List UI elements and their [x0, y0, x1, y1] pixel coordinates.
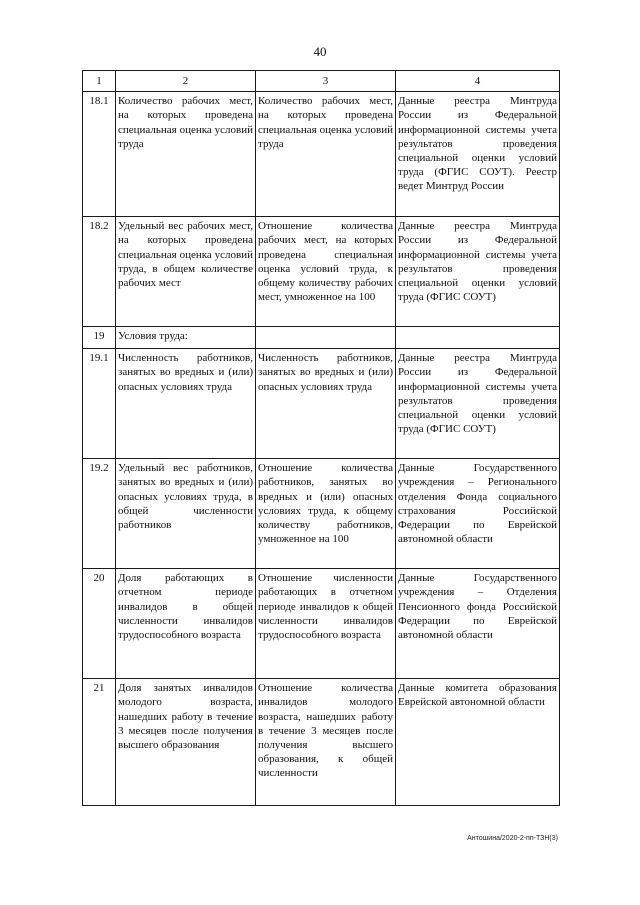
source-cell: Данные реестра Минтруда России из Федеральной информационной системы учета результатов проведения специальной оценки условий труда (ФГИС СОУТ). Реестр ведет Минтруд России	[396, 92, 560, 217]
source-cell	[396, 327, 560, 349]
table-header-row	[83, 71, 560, 92]
method-cell: Отношение численности работающих в отчетном периоде инвалидов к общей численности инвалидов трудоспособного возраста	[256, 569, 396, 679]
row-number: 19	[83, 327, 116, 349]
source-cell: Данные комитета образования Еврейской автономной области	[396, 679, 560, 806]
indicator-cell: Численность работников, занятых во вредных и (или) опасных условиях труда	[116, 349, 256, 459]
document-code: Антошина/2020-2-пп-ТЗН(3)	[467, 835, 558, 842]
table-row	[83, 92, 560, 217]
method-cell: Отношение количества рабочих мест, на которых проведена специальная оценка условий труда, к общему количеству рабочих мест, умноженное на 100	[256, 217, 396, 327]
header-cell-2: 2	[116, 71, 256, 92]
indicator-cell: Условия труда:	[116, 327, 256, 349]
header-cell-1: 1	[83, 71, 116, 92]
indicators-table	[82, 70, 560, 806]
table-row	[83, 569, 560, 679]
method-cell: Отношение количества работников, занятых во вредных и (или) опасных условиях труда, к общему количеству работников, умноженное на 100	[256, 459, 396, 569]
source-cell: Данные реестра Минтруда России из Федеральной информационной системы учета результатов проведения специальной оценки условий труда (ФГИС СОУТ)	[396, 349, 560, 459]
method-cell	[256, 327, 396, 349]
indicator-cell: Доля работающих в отчетном периоде инвалидов в общей численности инвалидов трудоспособного возраста	[116, 569, 256, 679]
method-cell: Отношение количества инвалидов молодого возраста, нашедших работу в течение 3 месяцев после получения высшего образования, к общей численности	[256, 679, 396, 806]
table-row	[83, 679, 560, 806]
source-cell: Данные Государственного учреждения – Регионального отделения Фонда социального страхования Российской Федерации по Еврейской автономной области	[396, 459, 560, 569]
method-cell: Численность работников, занятых во вредных и (или) опасных условиях труда	[256, 349, 396, 459]
indicator-cell: Удельный вес рабочих мест, на которых проведена специальная оценка условий труда, в общем количестве рабочих мест	[116, 217, 256, 327]
source-cell: Данные реестра Минтруда России из Федеральной информационной системы учета результатов проведения специальной оценки условий труда (ФГИС СОУТ)	[396, 217, 560, 327]
indicator-cell: Количество рабочих мест, на которых проведена специальная оценка условий труда	[116, 92, 256, 217]
table-row	[83, 327, 560, 349]
table-row	[83, 459, 560, 569]
header-cell-3: 3	[256, 71, 396, 92]
row-number: 19.1	[83, 349, 116, 459]
indicator-cell: Доля занятых инвалидов молодого возраста, нашедших работу в течение 3 месяцев после получения высшего образования	[116, 679, 256, 806]
table-row	[83, 217, 560, 327]
table-row	[83, 349, 560, 459]
source-cell: Данные Государственного учреждения – Отделения Пенсионного фонда Российской Федерации по Еврейской автономной области	[396, 569, 560, 679]
row-number: 20	[83, 569, 116, 679]
row-number: 18.1	[83, 92, 116, 217]
row-number: 18.2	[83, 217, 116, 327]
method-cell: Количество рабочих мест, на которых проведена специальная оценка условий труда	[256, 92, 396, 217]
page-number: 40	[313, 44, 327, 59]
row-number: 21	[83, 679, 116, 806]
indicator-cell: Удельный вес работников, занятых во вредных и (или) опасных условиях труда, в общей численности работников	[116, 459, 256, 569]
row-number: 19.2	[83, 459, 116, 569]
header-cell-4: 4	[396, 71, 560, 92]
